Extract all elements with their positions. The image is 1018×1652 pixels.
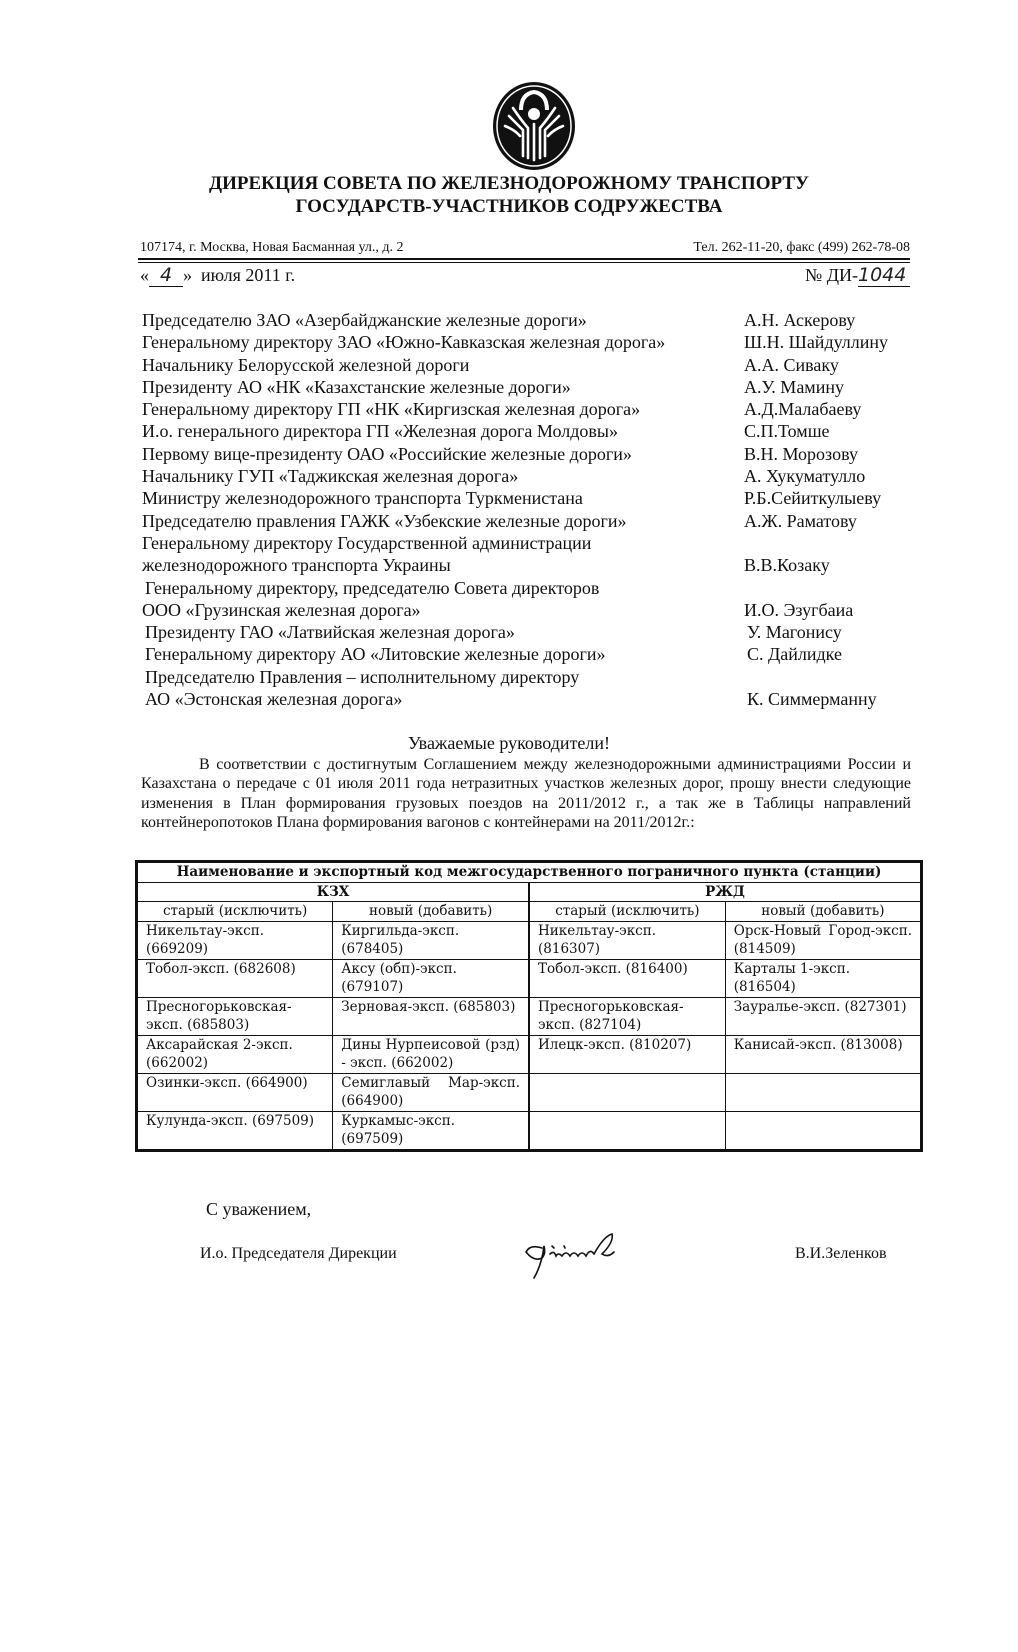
recipient-title: Генеральному директору ЗАО «Южно-Кавказская железная дорога» [142, 332, 666, 353]
recipient-row [142, 599, 922, 621]
table-cell [725, 1073, 921, 1111]
recipient-title: Генеральному директору АО «Литовские железные дороги» [145, 644, 606, 665]
recipient-name: А.У. Мамину [744, 376, 844, 397]
recipient-row [142, 688, 922, 710]
recipient-name: А.Ж. Раматову [744, 510, 857, 531]
recipient-name: А.Н. Аскерову [744, 310, 856, 330]
table-cell [725, 1111, 921, 1150]
column-header: новый (добавить) [725, 902, 921, 922]
recipient-row [142, 354, 922, 376]
recipient-name: В.Н. Морозову [744, 443, 858, 464]
table-cell: Никельтау-эксп. (816307) [529, 921, 725, 959]
recipients-list [142, 309, 922, 710]
table-group-row [137, 882, 922, 902]
table-cell: Кулунда-эксп. (697509) [137, 1111, 333, 1150]
table-cell: Тобол-эксп. (682608) [137, 959, 333, 997]
date-day-handwritten: 4 [149, 264, 183, 287]
table-row [137, 1111, 922, 1150]
postal-address: 107174, г. Москва, Новая Басманная ул., д. 2 [140, 240, 404, 255]
recipient-title: Генеральному директору Государственной администрации [142, 532, 592, 553]
recipient-title: Начальнику ГУП «Таджикская железная дорога» [142, 466, 519, 487]
column-header: старый (исключить) [529, 902, 725, 922]
closing-salutation: С уважением, [206, 1199, 312, 1219]
table-cell: Пресногорьковская-эксп. (685803) [137, 997, 333, 1035]
group-header-kzh: КЗХ [137, 882, 530, 902]
recipient-name [745, 666, 922, 688]
letter-greeting: Уважаемые руководители! [407, 733, 611, 753]
column-header: новый (добавить) [333, 902, 529, 922]
recipient-row [142, 510, 922, 532]
recipient-title: Первому вице-президенту ОАО «Российские железные дороги» [142, 443, 632, 464]
recipient-row [142, 309, 922, 331]
letter-body [141, 755, 911, 832]
document-number-prefix: № ДИ- [805, 265, 858, 285]
table-cell: Зауралье-эксп. (827301) [725, 997, 921, 1035]
recipient-row [142, 398, 922, 420]
border-stations-table [135, 860, 923, 1152]
recipient-title: Начальнику Белорусской железной дороги [142, 354, 470, 375]
table-cell: Орск-Новый Город-эксп.(814509) [725, 921, 921, 959]
date-close-quote: » [183, 265, 192, 285]
recipient-name: В.В.Козаку [744, 555, 830, 576]
recipient-row [142, 443, 922, 465]
table-title-row [137, 862, 922, 883]
table-cell: Тобол-эксп. (816400) [529, 959, 725, 997]
table-row [137, 997, 922, 1035]
date-open-quote: « [140, 265, 149, 285]
table-cell [529, 1111, 725, 1150]
table-column-header-row [137, 902, 922, 922]
table-row [137, 1073, 922, 1111]
table-cell: Дины Нурпеисовой (рзд) - эксп. (662002) [333, 1035, 529, 1073]
recipient-name: Ш.Н. Шайдуллину [744, 332, 889, 353]
recipient-name: А.А. Сиваку [744, 354, 839, 375]
recipient-row [142, 643, 922, 665]
signer-name: В.И.Зеленков [795, 1245, 887, 1262]
table-cell: Аксу (обп)-эксп. (679107) [333, 959, 529, 997]
recipient-name: А. Хукуматулло [744, 466, 866, 487]
recipient-title: железнодорожного транспорта Украины [142, 555, 451, 576]
recipient-row [142, 487, 922, 509]
recipient-title: Президенту ГАО «Латвийская железная дорога» [145, 622, 515, 643]
date-month-year: июля 2011 г. [201, 265, 296, 285]
recipient-name [745, 577, 922, 599]
recipient-title: Президенту АО «НК «Казахстанские железные дороги» [142, 376, 571, 397]
table-cell: Илецк-эксп. (810207) [529, 1035, 725, 1073]
recipient-name: И.О. Эзугбаиа [744, 599, 854, 620]
recipient-row [142, 376, 922, 398]
recipient-title: АО «Эстонская железная дорога» [145, 689, 403, 710]
recipient-row [142, 577, 922, 599]
table-row [137, 959, 922, 997]
recipient-name: С. Дайлидке [747, 644, 842, 665]
signature-icon [520, 1228, 630, 1288]
recipient-name: У. Магонису [747, 622, 842, 643]
table-cell: Карталы 1-эксп. (816504) [725, 959, 921, 997]
table-cell: Аксарайская 2-эксп. (662002) [137, 1035, 333, 1073]
table-row [137, 1035, 922, 1073]
recipient-title: Генеральному директору, председателю Совета директоров [145, 577, 600, 598]
recipient-title: Министру железнодорожного транспорта Туркменистана [142, 488, 583, 509]
recipient-row [142, 465, 922, 487]
header-divider [138, 258, 910, 260]
table-cell: Озинки-эксп. (664900) [137, 1073, 333, 1111]
column-header: старый (исключить) [137, 902, 333, 922]
table-cell: Никельтау-эксп. (669209) [137, 921, 333, 959]
letter-date [140, 264, 295, 287]
signer-title: И.о. Председателя Дирекции [200, 1245, 397, 1262]
recipient-row [142, 666, 922, 688]
cis-emblem-icon [491, 80, 577, 172]
recipient-name: Р.Б.Сейиткулыеву [744, 488, 882, 509]
phone-fax: Тел. 262-11-20, факс (499) 262-78-08 [693, 240, 910, 255]
table-cell: Зерновая-эксп. (685803) [333, 997, 529, 1035]
organization-name-line1: ДИРЕКЦИЯ СОВЕТА ПО ЖЕЛЕЗНОДОРОЖНОМУ ТРАНСПОРТУ [209, 173, 809, 194]
recipient-name: А.Д.Малабаеву [744, 399, 862, 420]
recipient-name [742, 532, 922, 554]
recipient-title: И.о. генерального директора ГП «Железная дорога Молдовы» [142, 421, 618, 442]
recipient-title: Председателю правления ГАЖК «Узбекские железные дороги» [142, 510, 627, 531]
header-divider-thin [138, 262, 910, 263]
table-cell: Канисай-эксп. (813008) [725, 1035, 921, 1073]
recipient-row [142, 554, 922, 576]
recipient-name: С.П.Томше [744, 421, 830, 442]
document-number-handwritten: 1044 [858, 264, 910, 287]
table-cell: Киргильда-эксп. (678405) [333, 921, 529, 959]
table-row [137, 921, 922, 959]
table-title: Наименование и экспортный код межгосударственного пограничного пункта (станции) [137, 862, 922, 883]
recipient-name: К. Симмерманну [747, 689, 877, 710]
recipient-row [142, 532, 922, 554]
table-cell: Семиглавый Мар-эксп. (664900) [333, 1073, 529, 1111]
table-cell: Пресногорьковская-эксп. (827104) [529, 997, 725, 1035]
letter-body-paragraph: В соответствии с достигнутым Соглашением между железнодорожными администрациями России и Казахстана о передаче с 01 июля 2011 года нетразитных участков железных дорог, прошу внести следующие изменения в План формирования грузовых поездов на 2011/2012 г., а так же в Таблицы направлений контейнеропотоков Плана формирования вагонов с контейнерами на 2011/2012г.: [141, 756, 911, 831]
recipient-title: Генеральному директору ГП «НК «Киргизская железная дорога» [142, 399, 641, 420]
document-number [805, 264, 910, 287]
recipient-row [142, 331, 922, 353]
recipient-title: Председателю Правления – исполнительному директору [145, 666, 580, 687]
recipient-title: Председателю ЗАО «Азербайджанские железные дороги» [142, 310, 587, 330]
organization-name-line2: ГОСУДАРСТВ-УЧАСТНИКОВ СОДРУЖЕСТВА [295, 196, 723, 217]
recipient-row [142, 420, 922, 442]
recipient-title: ООО «Грузинская железная дорога» [142, 599, 421, 620]
table-cell [529, 1073, 725, 1111]
table-cell: Куркамыс-эксп. (697509) [333, 1111, 529, 1150]
group-header-rzd: РЖД [529, 882, 922, 902]
recipient-row [142, 621, 922, 643]
